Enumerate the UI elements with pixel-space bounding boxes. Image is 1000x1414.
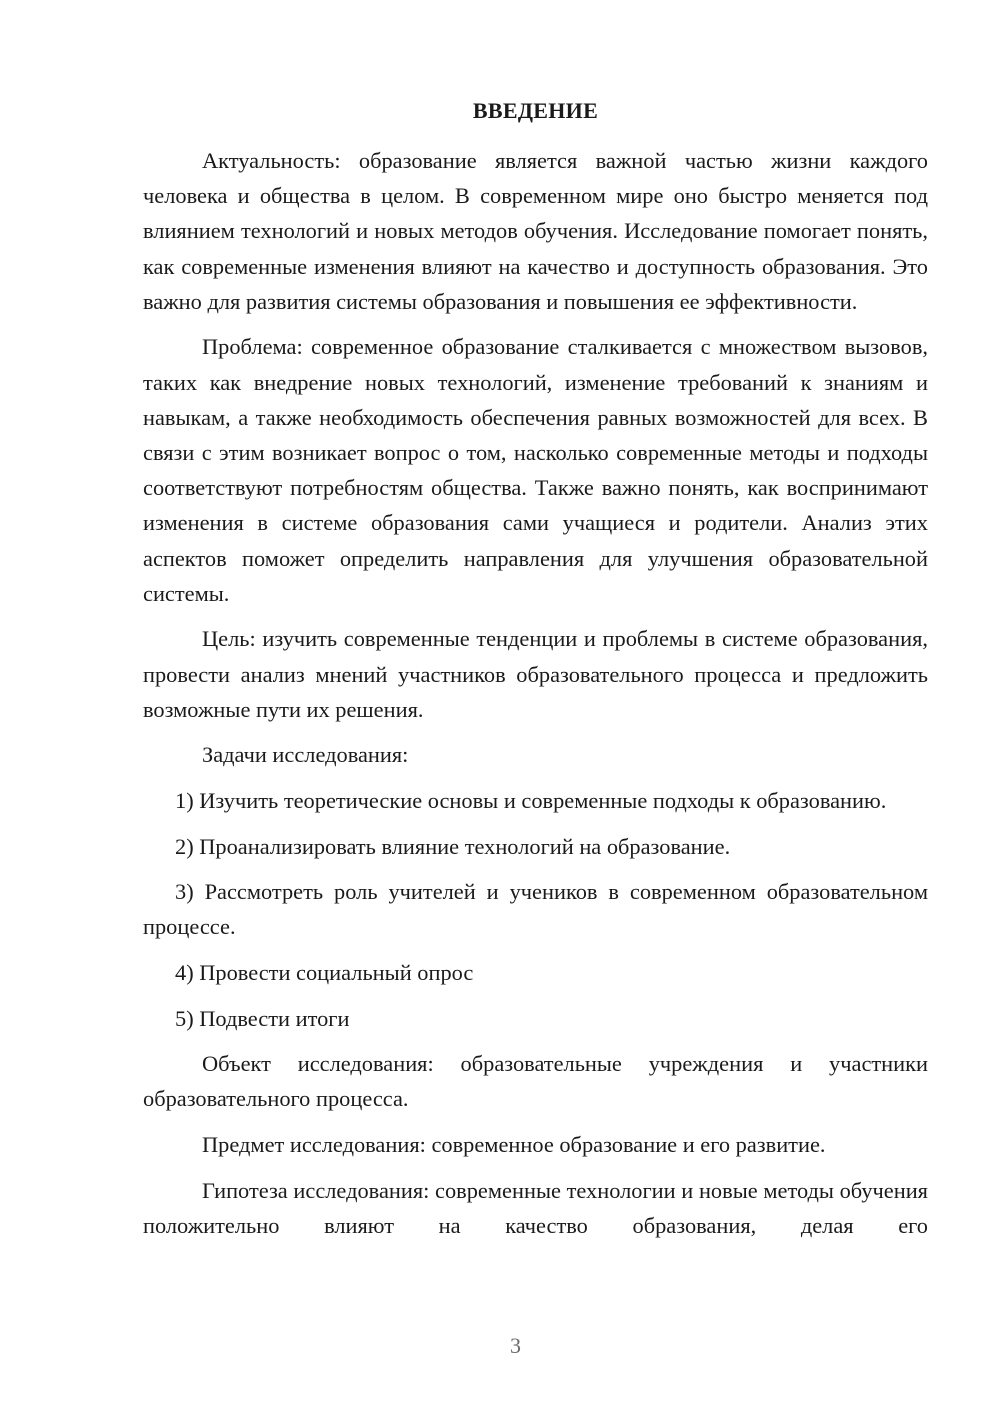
task-item-1: 1) Изучить теоретические основы и современные подходы к образованию. [175, 788, 887, 814]
paragraph-object: Объект исследования: образовательные учреждения и участники образовательного процесса. [143, 1051, 928, 1112]
task-item-5: 5) Подвести итоги [175, 1005, 350, 1031]
paragraph-hypothesis: Гипотеза исследования: современные технологии и новые методы обучения положительно влияют на качество образования, делая его [143, 1177, 928, 1238]
task-item-2: 2) Проанализировать влияние технологий на образование. [175, 833, 731, 859]
page-number: 3 [510, 1333, 521, 1358]
paragraph-subject: Предмет исследования: современное образование и его развитие. [202, 1131, 826, 1157]
body-text [143, 143, 928, 1253]
paragraph-relevance: Актуальность: образование является важной частью жизни каждого человека и общества в целом. В современном мире оно быстро меняется под влиянием технологий и новых методов обучения. Исследование помогает понять, как современные изменения влияют на качество и доступность образования. Это важно для развития системы образования и повышения ее эффективности. [143, 148, 928, 314]
section-title: ВВЕДЕНИЕ [472, 98, 599, 123]
task-item-4: 4) Провести социальный опрос [175, 960, 474, 985]
page-footer [143, 1333, 928, 1359]
document-page [143, 0, 928, 1414]
tasks-heading: Задачи исследования: [202, 742, 409, 768]
task-item-3: 3) Рассмотреть роль учителей и учеников в современном образовательном процессе. [143, 879, 928, 940]
paragraph-problem: Проблема: современное образование сталкивается с множеством вызовов, таких как внедрение новых технологий, изменение требований к знаниям и навыкам, а также необходимость обеспечения равных возможностей для всех. В связи с этим возникает вопрос о том, насколько современные методы и подходы соответствуют потребностям общества. Также важно понять, как воспринимают изменения в системе образования сами учащиеся и родители. Анализ этих аспектов поможет определить направления для улучшения образовательной системы. [143, 334, 928, 606]
paragraph-goal: Цель: изучить современные тенденции и проблемы в системе образования, провести анализ мнений участников образовательного процесса и предложить возможные пути их решения. [143, 626, 928, 722]
